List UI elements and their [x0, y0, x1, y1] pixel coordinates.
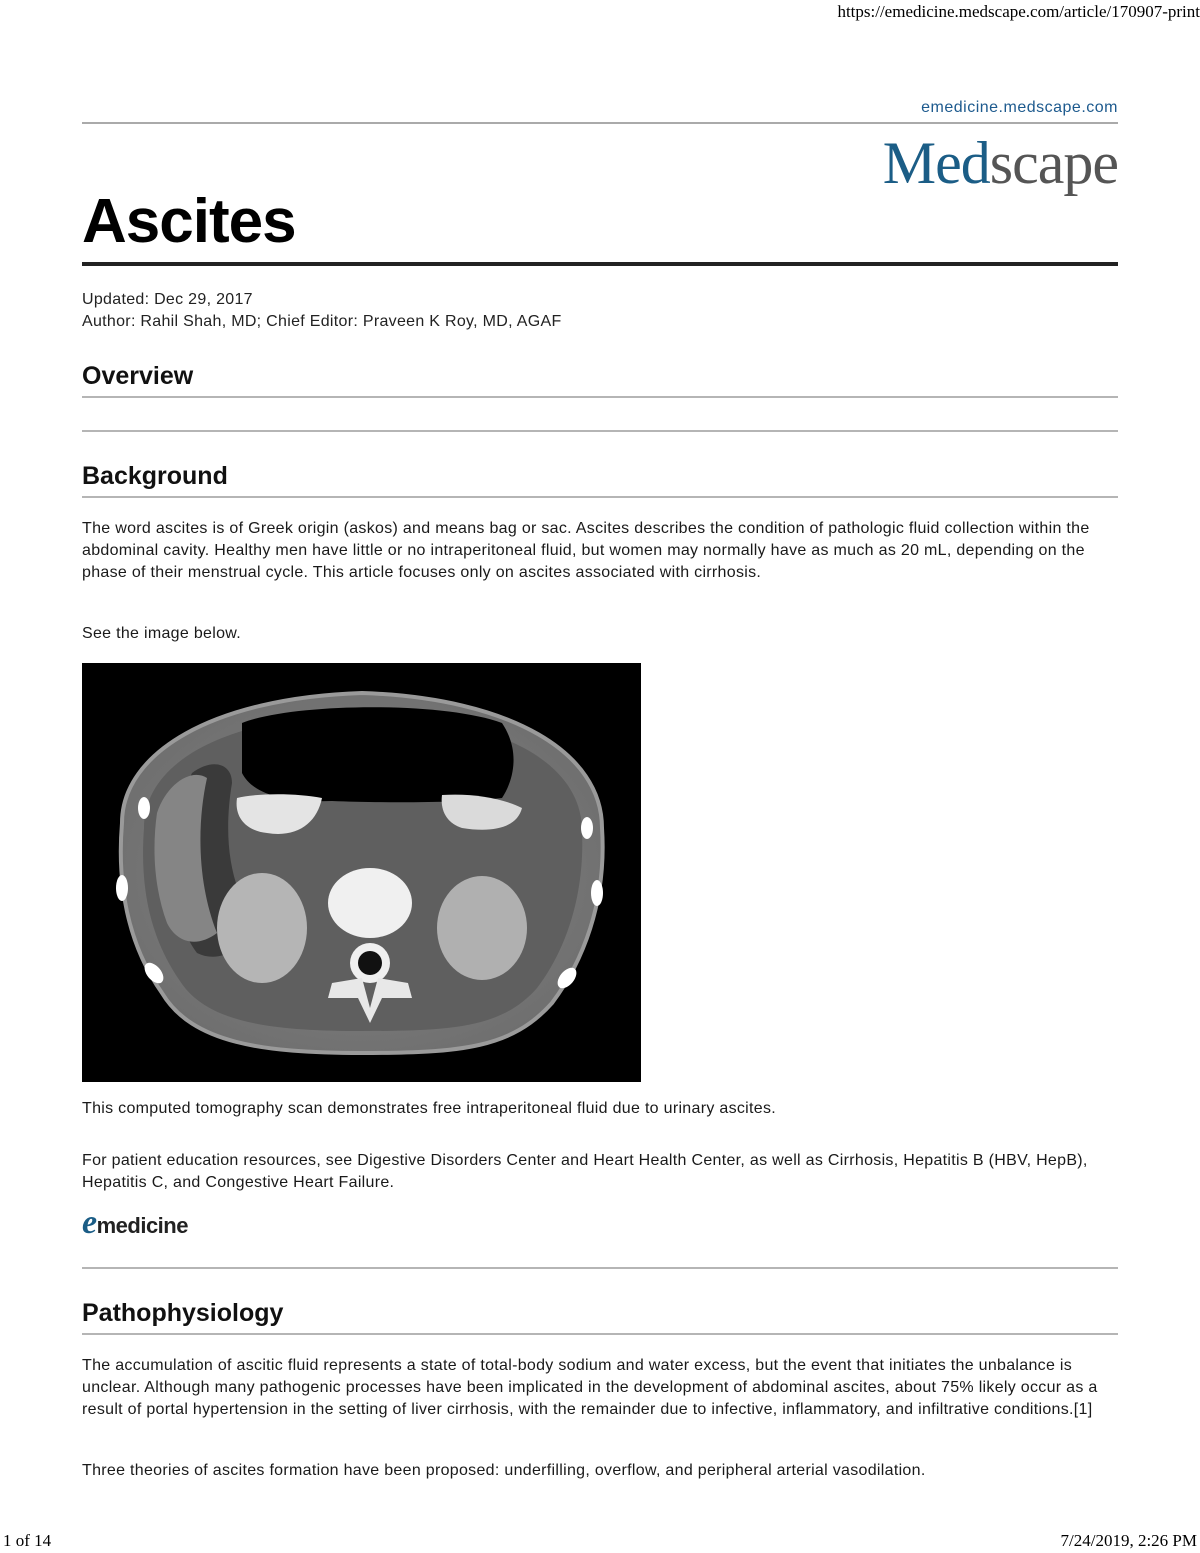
pathophysiology-rule: [82, 1333, 1118, 1335]
pathophysiology-paragraph-1: The accumulation of ascitic fluid represents a state of total-body sodium and water excess, but the event that initiates the unbalance is unclear. Although many pathogenic processes have been implicated in the development of abdominal ascites, about 75% likely occur as a result of portal hypertension in the setting of liver cirrhosis, with the remainder due to infective, inflammatory, and infiltrative conditions.[1]: [82, 1357, 1098, 1418]
updated-date: Updated: Dec 29, 2017: [82, 291, 253, 308]
page-title: Ascites: [82, 187, 296, 256]
section-divider: [82, 430, 1118, 432]
overview-rule: [82, 396, 1118, 398]
section-pathophysiology-heading: Pathophysiology: [82, 1299, 284, 1327]
print-page-number: 1 of 14: [3, 1531, 52, 1550]
section-overview-heading: Overview: [82, 362, 194, 390]
background-paragraph-3: For patient education resources, see Digestive Disorders Center and Heart Health Center, as well as Cirrhosis, Hepatitis B (HBV, HepB), Hepatitis C, and Congestive Heart Failure.: [82, 1152, 1088, 1191]
ct-scan-image[interactable]: [82, 663, 641, 1082]
site-link[interactable]: emedicine.medscape.com: [921, 99, 1118, 116]
figure-caption: This computed tomography scan demonstrates free intraperitoneal fluid due to urinary ascites.: [82, 1100, 777, 1117]
logo-med: Med: [882, 130, 990, 196]
article-meta: [82, 289, 562, 333]
print-url: https://emedicine.medscape.com/article/170907-print: [837, 2, 1200, 21]
emedicine-logo-text: medicine: [96, 1213, 188, 1238]
emedicine-logo-e: e: [82, 1204, 97, 1241]
author-line: Author: Rahil Shah, MD; Chief Editor: Praveen K Roy, MD, AGAF: [82, 313, 562, 330]
title-rule: [82, 262, 1118, 266]
section-divider-2: [82, 1267, 1118, 1269]
section-background-heading: Background: [82, 462, 228, 490]
background-paragraph-2: See the image below.: [82, 625, 241, 642]
emedicine-logo[interactable]: [82, 1204, 188, 1242]
header-rule: [82, 122, 1118, 124]
ct-scan-illustration: [82, 663, 641, 1082]
pathophysiology-paragraph-2: Three theories of ascites formation have been proposed: underfilling, overflow, and peripheral arterial vasodilation.: [82, 1462, 926, 1479]
print-datetime: 7/24/2019, 2:26 PM: [1060, 1531, 1197, 1550]
medscape-logo[interactable]: [883, 128, 1118, 198]
background-paragraph-1: The word ascites is of Greek origin (askos) and means bag or sac. Ascites describes the condition of pathologic fluid collection within the abdominal cavity. Healthy men have little or no intraperitoneal fluid, but women may normally have as much as 20 mL, depending on the phase of their menstrual cycle. This article focuses only on ascites associated with cirrhosis.: [82, 520, 1090, 581]
logo-scape: scape: [989, 130, 1118, 196]
background-rule: [82, 496, 1118, 498]
